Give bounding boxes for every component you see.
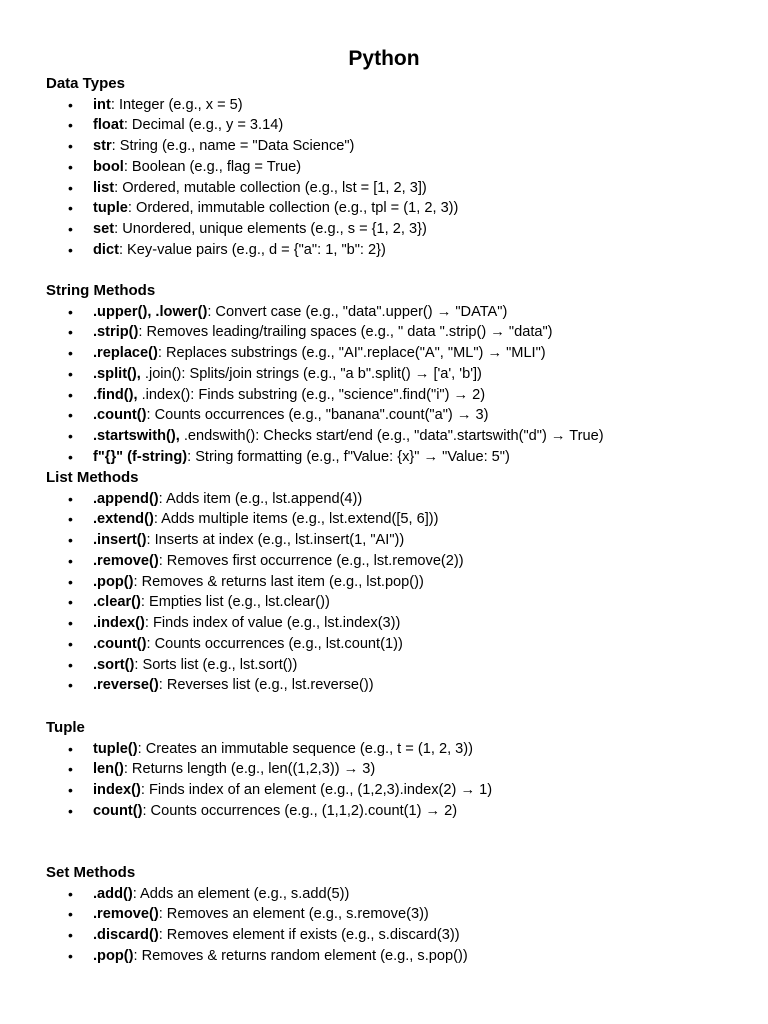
bullet-icon: • xyxy=(68,96,73,113)
item-term: tuple xyxy=(93,200,128,217)
bullet-icon: • xyxy=(68,303,73,320)
bullet-icon: • xyxy=(68,532,73,549)
list-item xyxy=(46,489,746,510)
bullet-icon: • xyxy=(68,927,73,944)
section-string-methods xyxy=(46,281,746,468)
item-term: .sort() xyxy=(93,656,135,673)
list-item xyxy=(46,613,746,634)
list-item xyxy=(46,343,746,364)
item-description: : String (e.g., name = "Data Science") xyxy=(111,138,355,155)
list-item xyxy=(46,925,746,946)
list-item xyxy=(46,801,746,822)
item-description: : Unordered, unique elements (e.g., s = {1, 2, 3}) xyxy=(114,221,427,238)
list-item xyxy=(46,884,746,905)
list-item xyxy=(46,136,746,157)
item-description: : Decimal (e.g., y = 3.14) xyxy=(123,117,284,134)
item-list xyxy=(46,489,746,697)
bullet-icon: • xyxy=(68,200,73,217)
item-term: .count() xyxy=(93,635,147,652)
item-description: : Replaces substrings (e.g., "AI".replace("A", "ML") → "MLI") xyxy=(157,345,546,362)
item-term: .count() xyxy=(93,407,147,424)
list-item xyxy=(46,592,746,613)
bullet-icon: • xyxy=(68,740,73,757)
list-item xyxy=(46,572,746,593)
list-item xyxy=(46,759,746,780)
bullet-icon: • xyxy=(68,947,73,964)
item-term: int xyxy=(93,96,111,113)
bullet-icon: • xyxy=(68,490,73,507)
bullet-icon: • xyxy=(68,885,73,902)
list-item xyxy=(46,115,746,136)
section-list-methods xyxy=(46,468,746,696)
bullet-icon: • xyxy=(68,656,73,673)
bullet-icon: • xyxy=(68,158,73,175)
list-item xyxy=(46,530,746,551)
list-item xyxy=(46,655,746,676)
item-description: : Adds multiple items (e.g., lst.extend([5, 6])) xyxy=(153,511,439,528)
item-term: .pop() xyxy=(93,947,134,964)
item-term: count() xyxy=(93,802,143,819)
bullet-icon: • xyxy=(68,407,73,424)
bullet-icon: • xyxy=(68,906,73,923)
item-description: : Ordered, immutable collection (e.g., tpl = (1, 2, 3)) xyxy=(127,200,459,217)
item-description: .endswith(): Checks start/end (e.g., "data".startswith("d") → True) xyxy=(179,428,604,445)
bullet-icon: • xyxy=(68,221,73,238)
list-item xyxy=(46,946,746,967)
item-description: : Removes leading/trailing spaces (e.g., " data ".strip() → "data") xyxy=(138,324,553,341)
section-heading: Data Types xyxy=(46,75,125,92)
bullet-icon: • xyxy=(68,448,73,465)
item-description: : Reverses list (e.g., lst.reverse()) xyxy=(158,677,374,694)
section-tuple xyxy=(46,718,746,822)
list-item xyxy=(46,322,746,343)
bullet-icon: • xyxy=(68,782,73,799)
item-description: : Removes & returns random element (e.g., s.pop()) xyxy=(133,947,468,964)
item-term: .append() xyxy=(93,490,159,507)
list-item xyxy=(46,509,746,530)
item-term: len() xyxy=(93,761,124,778)
item-list xyxy=(46,884,746,967)
item-description: : Removes an element (e.g., s.remove(3)) xyxy=(158,906,429,923)
item-description: : Removes element if exists (e.g., s.discard(3)) xyxy=(158,927,460,944)
bullet-icon: • xyxy=(68,573,73,590)
list-item xyxy=(46,178,746,199)
list-item xyxy=(46,780,746,801)
list-item xyxy=(46,904,746,925)
item-term: f"{}" (f-string) xyxy=(93,448,188,465)
bullet-icon: • xyxy=(68,345,73,362)
item-description: : Sorts list (e.g., lst.sort()) xyxy=(134,656,298,673)
item-term: float xyxy=(93,117,124,134)
list-item xyxy=(46,739,746,760)
bullet-icon: • xyxy=(68,635,73,652)
item-term: .pop() xyxy=(93,573,134,590)
item-term: .insert() xyxy=(93,532,147,549)
item-list xyxy=(46,302,746,468)
section-data-types xyxy=(46,74,746,261)
section-set-methods xyxy=(46,863,746,967)
bullet-icon: • xyxy=(68,241,73,258)
item-description: : Integer (e.g., x = 5) xyxy=(110,96,243,113)
item-description: : Adds item (e.g., lst.append(4)) xyxy=(158,490,363,507)
list-item xyxy=(46,551,746,572)
bullet-icon: • xyxy=(68,179,73,196)
bullet-icon: • xyxy=(68,324,73,341)
item-description: : Key-value pairs (e.g., d = {"a": 1, "b": 2}) xyxy=(118,241,386,258)
list-item xyxy=(46,198,746,219)
item-term: .upper(), .lower() xyxy=(93,303,208,320)
item-description: : Counts occurrences (e.g., (1,1,2).count(1) → 2) xyxy=(142,802,458,819)
item-term: .remove() xyxy=(93,906,159,923)
bullet-icon: • xyxy=(68,761,73,778)
item-description: : Removes first occurrence (e.g., lst.remove(2)) xyxy=(158,552,464,569)
bullet-icon: • xyxy=(68,677,73,694)
item-term: .discard() xyxy=(93,927,159,944)
item-term: .find(), xyxy=(93,386,138,403)
item-term: .extend() xyxy=(93,511,154,528)
item-description: .join(): Splits/join strings (e.g., "a b".split() → ['a', 'b']) xyxy=(140,365,482,382)
item-term: index() xyxy=(93,782,141,799)
page-title: Python xyxy=(348,47,420,70)
item-description: : Removes & returns last item (e.g., lst.pop()) xyxy=(133,573,424,590)
item-term: .split(), xyxy=(93,365,141,382)
list-item xyxy=(46,426,746,447)
item-description: : Returns length (e.g., len((1,2,3)) → 3) xyxy=(123,761,376,778)
item-list xyxy=(46,739,746,822)
item-description: : Boolean (e.g., flag = True) xyxy=(123,158,302,175)
list-item xyxy=(46,95,746,116)
bullet-icon: • xyxy=(68,117,73,134)
list-item xyxy=(46,240,746,261)
item-description: : String formatting (e.g., f"Value: {x}" → "Value: 5") xyxy=(187,448,510,465)
section-heading: Tuple xyxy=(46,719,85,736)
item-description: : Counts occurrences (e.g., lst.count(1)) xyxy=(146,635,403,652)
item-term: dict xyxy=(93,241,119,258)
list-item xyxy=(46,364,746,385)
item-term: .startswith(), xyxy=(93,428,180,445)
bullet-icon: • xyxy=(68,386,73,403)
bullet-icon: • xyxy=(68,552,73,569)
item-description: : Convert case (e.g., "data".upper() → "DATA") xyxy=(207,303,508,320)
bullet-icon: • xyxy=(68,511,73,528)
list-item xyxy=(46,302,746,323)
item-description: : Ordered, mutable collection (e.g., lst = [1, 2, 3]) xyxy=(114,179,427,196)
list-item xyxy=(46,447,746,468)
item-description: : Adds an element (e.g., s.add(5)) xyxy=(132,885,350,902)
list-item xyxy=(46,157,746,178)
item-term: tuple() xyxy=(93,740,138,757)
item-term: .remove() xyxy=(93,552,159,569)
bullet-icon: • xyxy=(68,594,73,611)
item-term: set xyxy=(93,221,115,238)
item-term: bool xyxy=(93,158,124,175)
bullet-icon: • xyxy=(68,365,73,382)
list-item xyxy=(46,634,746,655)
bullet-icon: • xyxy=(68,615,73,632)
item-list xyxy=(46,95,746,261)
item-description: : Counts occurrences (e.g., "banana".count("a") → 3) xyxy=(146,407,489,424)
item-description: : Inserts at index (e.g., lst.insert(1, "AI")) xyxy=(146,532,405,549)
bullet-icon: • xyxy=(68,428,73,445)
section-heading: String Methods xyxy=(46,282,156,299)
item-term: .add() xyxy=(93,885,133,902)
item-term: .index() xyxy=(93,615,145,632)
item-term: list xyxy=(93,179,115,196)
item-term: .clear() xyxy=(93,594,141,611)
list-item xyxy=(46,385,746,406)
section-heading: List Methods xyxy=(46,469,139,486)
list-item xyxy=(46,219,746,240)
item-term: .strip() xyxy=(93,324,139,341)
list-item xyxy=(46,675,746,696)
item-term: .reverse() xyxy=(93,677,159,694)
item-term: str xyxy=(93,138,112,155)
item-description: : Finds index of value (e.g., lst.index(3)) xyxy=(144,615,401,632)
item-description: : Finds index of an element (e.g., (1,2,3).index(2) → 1) xyxy=(140,782,493,799)
bullet-icon: • xyxy=(68,138,73,155)
item-term: .replace() xyxy=(93,345,158,362)
item-description: : Creates an immutable sequence (e.g., t = (1, 2, 3)) xyxy=(137,740,474,757)
section-heading: Set Methods xyxy=(46,864,136,881)
item-description: .index(): Finds substring (e.g., "science".find("i") → 2) xyxy=(137,386,486,403)
item-description: : Empties list (e.g., lst.clear()) xyxy=(140,594,330,611)
bullet-icon: • xyxy=(68,802,73,819)
list-item xyxy=(46,405,746,426)
